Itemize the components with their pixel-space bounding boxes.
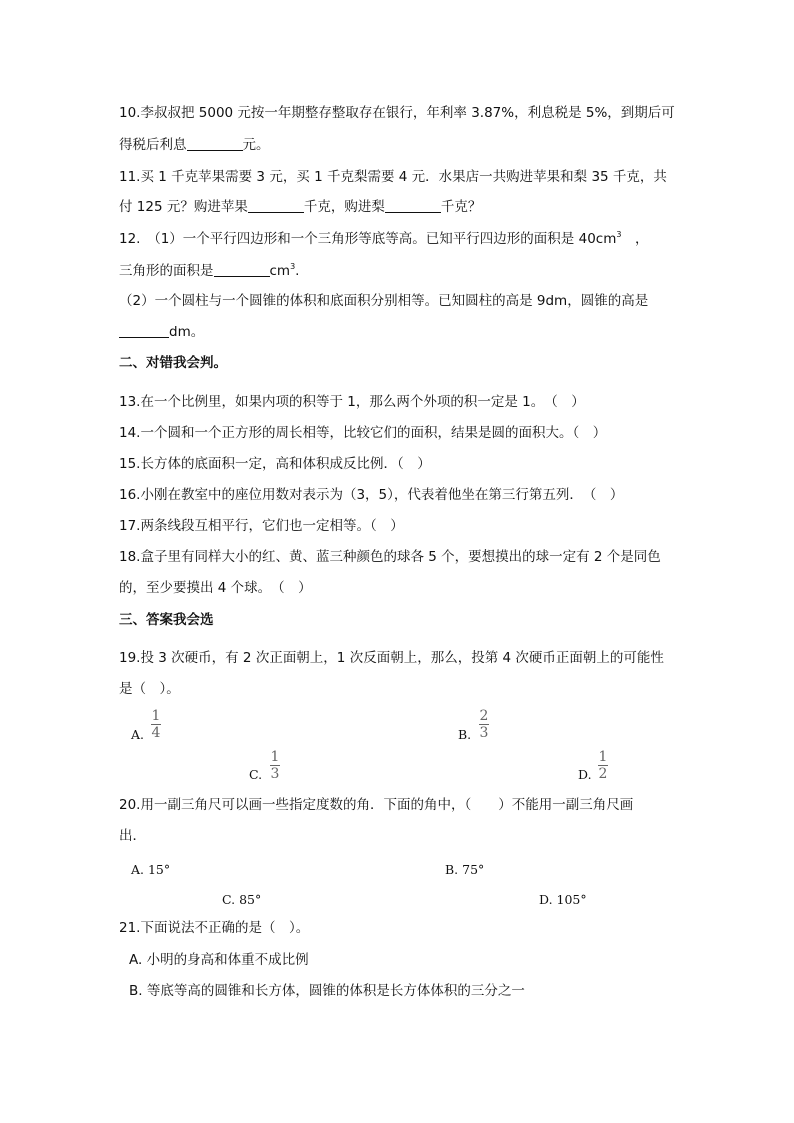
q10-line1: 10.李叔叔把 5000 元按一年期整存整取存在银行，年利率 3.87%，利息税是 5%，到期后可 [119, 105, 675, 121]
q12-line3: （2）一个圆柱与一个圆锥的体积和底面积分别相等。已知圆柱的高是 9dm，圆锥的高是 [119, 293, 649, 309]
q19-option-c-label[interactable]: C. [249, 767, 263, 782]
q10-blank[interactable] [187, 136, 243, 151]
q12-line1 [119, 230, 648, 248]
q20-line2: 出． [119, 828, 146, 844]
q13: 13.在一个比例里，如果内项的积等于 1，那么两个外项的积一定是 1。 （ ） [119, 394, 585, 410]
q14: 14.一个圆和一个正方形的周长相等，比较它们的面积，结果是圆的面积大。（ ） [119, 425, 607, 441]
q19-option-a-fraction [151, 709, 161, 740]
frac-den: 3 [479, 725, 489, 741]
q11-text-a: 付 125 元？购进苹果 [119, 199, 248, 215]
section-heading-judge: 二、对错我会判。 [119, 355, 227, 371]
q10-text-a: 得税后利息 [119, 137, 187, 153]
q12-text-a: 12. （1）一个平行四边形和一个三角形等底等高。已知平行四边形的面积是 40cm [119, 231, 617, 247]
q20-option-c[interactable]: C. 85° [222, 892, 262, 907]
q12-blank-height[interactable] [119, 323, 169, 338]
q19-option-d-label[interactable]: D. [578, 767, 592, 782]
frac-num: 1 [270, 749, 280, 765]
q20-line1: 20.用一副三角尺可以画一些指定度数的角．下面的角中，（ ）不能用一副三角尺画 [119, 797, 634, 813]
q10-text-b: 元。 [242, 137, 270, 153]
q15: 15.长方体的底面积一定，高和体积成反比例．（ ） [119, 456, 431, 472]
q12-sup1: 3 [616, 230, 622, 239]
q10-line2 [119, 136, 270, 154]
q19-option-b-fraction [479, 709, 489, 740]
q12-text-c: 三角形的面积是 [119, 263, 214, 279]
q12-unit-dm: dm。 [169, 324, 205, 340]
frac-den: 3 [270, 766, 280, 782]
q12-line2 [119, 262, 299, 280]
q19-option-c-fraction [270, 750, 280, 781]
q11-line1: 11.买 1 千克苹果需要 3 元，买 1 千克梨需要 4 元．水果店一共购进苹果和梨 35 千克，共 [119, 169, 667, 185]
frac-num: 1 [598, 749, 608, 765]
q11-text-c: 千克？ [440, 199, 482, 215]
q16: 16.小刚在教室中的座位用数对表示为（3，5），代表着他坐在第三行第五列． （ ） [119, 487, 624, 503]
frac-num: 1 [151, 708, 161, 724]
frac-den: 2 [598, 766, 608, 782]
q11-blank-pear[interactable] [385, 198, 441, 213]
q12-line4 [119, 323, 204, 341]
q20-option-a[interactable]: A. 15° [131, 862, 171, 877]
q17: 17.两条线段互相平行，它们也一定相等。（ ） [119, 518, 404, 534]
q11-blank-apple[interactable] [248, 198, 304, 213]
q12-period: . [295, 263, 300, 279]
q12-sup2: 3 [290, 262, 296, 271]
q19-option-a-label[interactable]: A. [131, 727, 145, 742]
q20-option-b[interactable]: B. 75° [445, 862, 485, 877]
q20-option-d[interactable]: D. 105° [539, 892, 587, 907]
q11-text-b: 千克，购进梨 [303, 199, 385, 215]
q21-option-a[interactable]: A. 小明的身高和体重不成比例 [129, 952, 309, 968]
frac-num: 2 [479, 708, 489, 724]
q12-text-b: ， [621, 231, 649, 247]
q19-line1: 19.投 3 次硬币，有 2 次正面朝上，1 次反面朝上，那么，投第 4 次硬币正面朝上的可能性 [119, 650, 664, 666]
q18-line2: 的，至少要摸出 4 个球。 （ ） [119, 580, 312, 596]
q12-blank-area[interactable] [214, 262, 270, 277]
q19-line2: 是（ ）。 [119, 681, 180, 697]
q21-option-b[interactable]: B. 等底等高的圆锥和长方体，圆锥的体积是长方体体积的三分之一 [129, 983, 525, 999]
q12-unit: cm [269, 263, 291, 279]
q19-option-b-label[interactable]: B. [458, 727, 472, 742]
q11-line2 [119, 198, 481, 216]
q21-line1: 21.下面说法不正确的是（ ）。 [119, 920, 310, 936]
q19-option-d-fraction [598, 750, 608, 781]
section-heading-choice: 三、答案我会选 [119, 612, 214, 628]
q18-line1: 18.盒子里有同样大小的红、黄、蓝三种颜色的球各 5 个，要想摸出的球一定有 2 个是同色 [119, 549, 661, 565]
frac-den: 4 [151, 725, 161, 741]
